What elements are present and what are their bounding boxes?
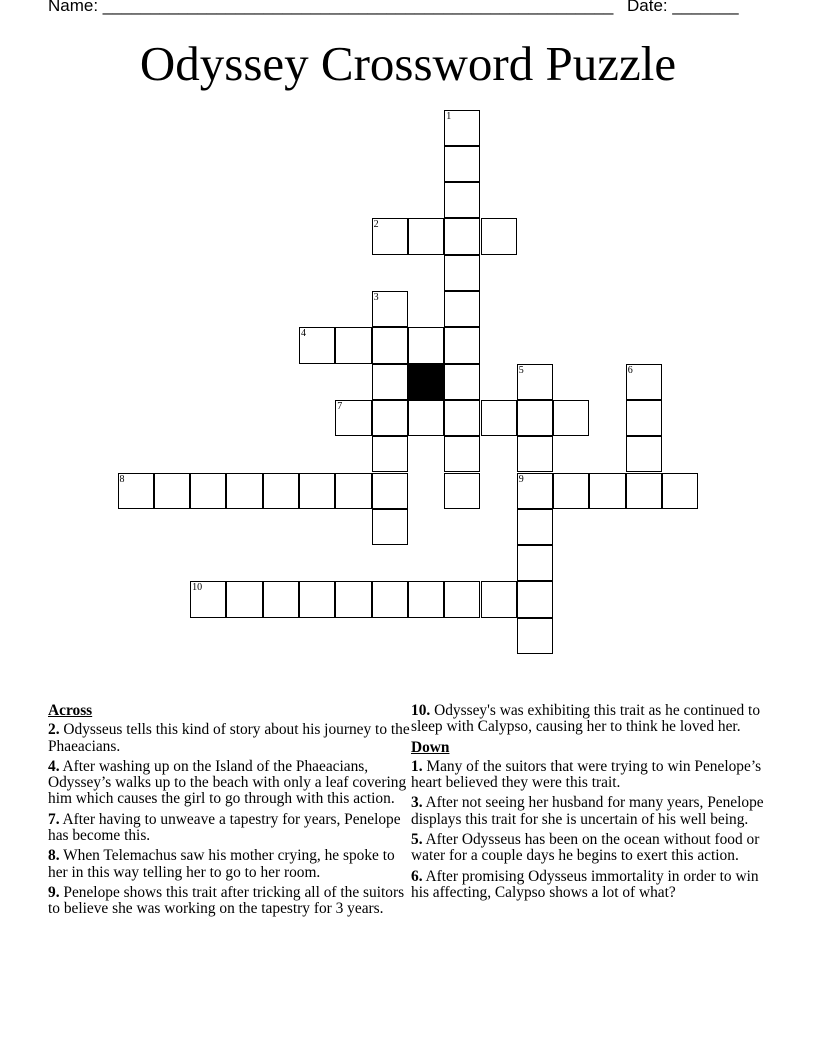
grid-cell[interactable] — [444, 146, 480, 182]
clues-left-column — [48, 703, 410, 922]
down-clue-list — [411, 759, 773, 901]
clue-number: 1 — [446, 110, 452, 122]
grid-cell[interactable] — [190, 581, 226, 617]
grid-cell[interactable] — [444, 327, 480, 363]
grid-cell[interactable] — [299, 327, 335, 363]
grid-cell[interactable] — [444, 291, 480, 327]
grid-cell[interactable] — [444, 364, 480, 400]
grid-cell[interactable] — [444, 436, 480, 472]
grid-cell-black — [408, 364, 444, 400]
clues-right-column — [411, 703, 773, 905]
clue-number: 3 — [373, 292, 379, 303]
clue-item — [411, 759, 773, 792]
clue-number: 6 — [627, 364, 633, 376]
clue-number: 8 — [119, 473, 125, 485]
clue-item — [48, 722, 410, 755]
grid-cell[interactable] — [372, 291, 408, 327]
clue-item — [411, 869, 773, 902]
grid-cell[interactable] — [481, 400, 517, 436]
grid-cell[interactable] — [372, 400, 408, 436]
grid-cell[interactable] — [517, 436, 553, 472]
grid-cell[interactable] — [263, 473, 299, 509]
grid-cell[interactable] — [335, 400, 371, 436]
clue-number: 5 — [518, 364, 524, 376]
clue-item-text: After not seeing her husband for many years, Penelope displays this trait for she is uncertain of his well being. — [411, 794, 764, 828]
grid-cell[interactable] — [408, 327, 444, 363]
clue-item-text: Odysseus tells this kind of story about his journey to the Phaeacians. — [48, 721, 410, 755]
grid-cell[interactable] — [335, 581, 371, 617]
grid-cell[interactable] — [517, 618, 553, 654]
grid-cell[interactable] — [372, 473, 408, 509]
grid-cell[interactable] — [553, 473, 589, 509]
grid-cell[interactable] — [372, 327, 408, 363]
clue-number: 2 — [373, 219, 379, 231]
grid-cell[interactable] — [372, 436, 408, 472]
grid-cell[interactable] — [517, 473, 553, 509]
grid-cell[interactable] — [481, 581, 517, 617]
grid-cell[interactable] — [444, 182, 480, 218]
grid-cell[interactable] — [372, 218, 408, 254]
clue-item-number: 7. — [48, 810, 60, 828]
grid-cell[interactable] — [408, 218, 444, 254]
grid-cell[interactable] — [118, 473, 154, 509]
grid-cell[interactable] — [517, 545, 553, 581]
grid-cell[interactable] — [444, 581, 480, 617]
grid-cell[interactable] — [372, 581, 408, 617]
clue-item-number: 6. — [411, 867, 423, 885]
grid-cell[interactable] — [408, 581, 444, 617]
grid-cell[interactable] — [335, 327, 371, 363]
clue-item-text: Odyssey's was exhibiting this trait as he continued to sleep with Calypso, causing her to think he loved her. — [411, 702, 761, 736]
across-clue-list — [48, 722, 410, 917]
grid-cell[interactable] — [299, 581, 335, 617]
grid-cell[interactable] — [408, 400, 444, 436]
clue-item — [48, 885, 410, 918]
grid-cell[interactable] — [444, 400, 480, 436]
grid-cell[interactable] — [626, 436, 662, 472]
across-heading: Across — [48, 702, 93, 719]
clue-number: 9 — [518, 473, 524, 485]
clue-number: 10 — [192, 582, 203, 594]
grid-cell[interactable] — [372, 509, 408, 545]
grid-cell[interactable] — [444, 110, 480, 146]
clue-item-number: 1. — [411, 757, 423, 775]
grid-cell[interactable] — [226, 581, 262, 617]
clue-item-number: 4. — [48, 757, 60, 775]
grid-cell[interactable] — [517, 509, 553, 545]
name-line: ______________________________________________________ — [102, 0, 614, 15]
down-heading: Down — [411, 738, 450, 756]
grid-cell[interactable] — [299, 473, 335, 509]
across-clue-list-continued — [411, 703, 773, 736]
grid-cell[interactable] — [372, 364, 408, 400]
date-label: Date: — [627, 0, 673, 15]
grid-cell[interactable] — [662, 473, 698, 509]
grid-cell[interactable] — [444, 473, 480, 509]
page-title: Odyssey Crossword Puzzle — [139, 36, 677, 91]
grid-cell[interactable] — [589, 473, 625, 509]
grid-cell[interactable] — [517, 364, 553, 400]
grid-cell[interactable] — [335, 473, 371, 509]
clue-item-text: Penelope shows this trait after tricking all of the suitors to believe she was working on the tapestry for 3 years. — [48, 883, 405, 918]
grid-cell[interactable] — [481, 218, 517, 254]
grid-cell[interactable] — [626, 364, 662, 400]
clue-item-number: 9. — [48, 883, 60, 901]
clue-item-text: After promising Odysseus immortality in order to win his affecting, Calypso shows a lot of what? — [411, 867, 759, 901]
clue-item-text: After having to unweave a tapestry for years, Penelope has become this. — [48, 810, 401, 845]
clue-item — [48, 848, 410, 881]
clue-item-number: 8. — [48, 847, 60, 865]
grid-cell[interactable] — [626, 400, 662, 436]
clue-item-number: 5. — [411, 831, 423, 849]
grid-cell[interactable] — [517, 581, 553, 617]
name-label: Name: — [48, 0, 103, 15]
clue-item — [48, 812, 410, 845]
clue-item-text: After washing up on the Island of the Phaeacians, Odyssey’s walks up to the beach with only a leaf covering him which causes the girl to go through with this action. — [48, 757, 407, 808]
clue-item — [411, 703, 773, 736]
clue-item — [411, 832, 773, 865]
clue-item-text: After Odysseus has been on the ocean without food or water for a couple days he begins to exert this action. — [411, 831, 760, 865]
grid-cell[interactable] — [154, 473, 190, 509]
clue-number: 7 — [337, 400, 343, 412]
grid-cell[interactable] — [517, 400, 553, 436]
grid-cell[interactable] — [553, 400, 589, 436]
grid-cell[interactable] — [226, 473, 262, 509]
clue-item-number: 2. — [48, 721, 60, 739]
grid-cell[interactable] — [263, 581, 299, 617]
grid-cell[interactable] — [444, 218, 480, 254]
clue-item-number: 10. — [411, 702, 431, 719]
clue-item-number: 3. — [411, 794, 423, 812]
clue-item — [411, 795, 773, 828]
grid-cell[interactable] — [444, 255, 480, 291]
clue-number: 4 — [301, 328, 306, 340]
clue-item-text: When Telemachus saw his mother crying, he spoke to her in this way telling her to go to her room. — [48, 847, 395, 881]
grid-cell[interactable] — [626, 473, 662, 509]
clue-item-text: Many of the suitors that were trying to win Penelope’s heart believed they were this trait. — [411, 757, 762, 792]
grid-cell[interactable] — [190, 473, 226, 509]
date-line: _______ — [672, 0, 739, 15]
clue-item — [48, 759, 410, 808]
